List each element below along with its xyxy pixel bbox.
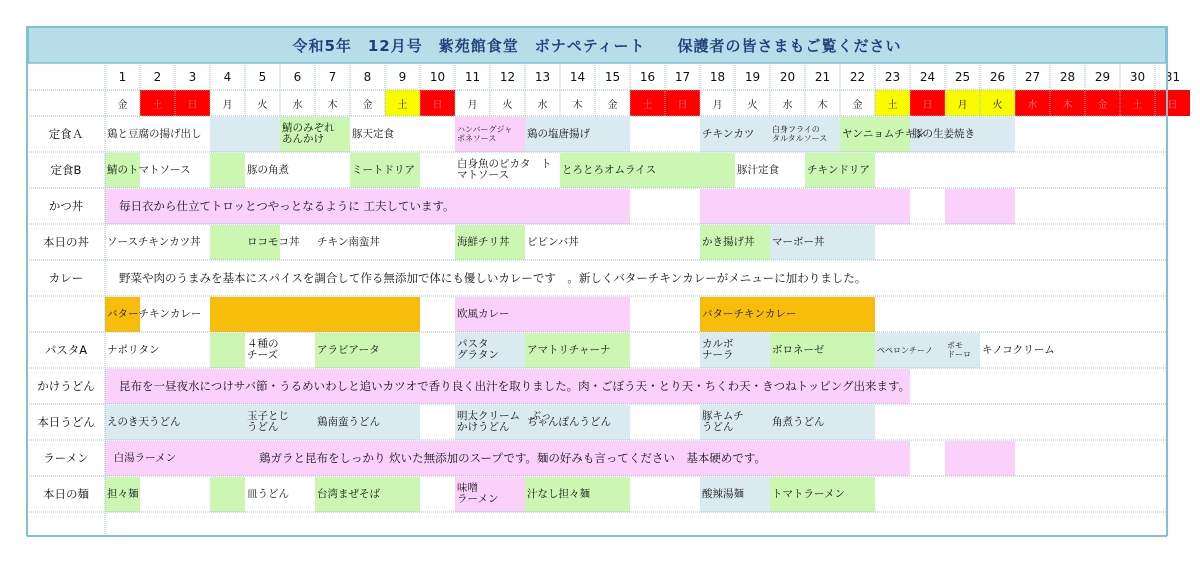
weekday-cell: 土 xyxy=(385,90,420,116)
weekday-cell: 土 xyxy=(630,90,665,116)
menu-item: 豚汁定食 xyxy=(737,163,779,176)
day-number: 13 xyxy=(534,69,551,84)
row-label: 定食Ａ xyxy=(48,127,84,141)
menu-item: 白湯ラーメン xyxy=(107,451,177,464)
menu-item: ハンバーグジャ ポネソース xyxy=(457,125,513,143)
menu-item: バターチキンカレー xyxy=(107,307,202,320)
menu-item: 台湾まぜそば xyxy=(317,487,380,500)
weekday-cell: 月 xyxy=(222,99,233,111)
weekday-cell: 日 xyxy=(665,90,700,116)
day-number: 23 xyxy=(884,69,901,84)
row-note: 毎日衣から仕立てトロッとつやっとなるように 工夫しています。 xyxy=(119,199,455,213)
weekday-cell: 月 xyxy=(467,99,478,111)
weekday-cell: 金 xyxy=(607,99,618,111)
menu-item: チキン南蛮丼 xyxy=(317,235,380,248)
weekday-cell: 水 xyxy=(537,99,548,111)
menu-item: ミートドリア xyxy=(352,163,415,176)
weekday-cell: 土 xyxy=(875,90,910,116)
menu-item: 鶏南蛮うどん xyxy=(317,415,380,428)
day-number: 2 xyxy=(153,69,162,84)
menu-item: ポモ ドーロ xyxy=(947,341,971,359)
row-label: パスタA xyxy=(44,343,88,357)
menu-item: ちゃんぽんうどん xyxy=(527,415,611,428)
weekday-cell: 金 xyxy=(362,99,373,111)
menu-item: とろとろオムライス xyxy=(562,163,657,176)
day-number: 10 xyxy=(429,69,446,84)
day-number: 24 xyxy=(919,69,936,84)
menu-item: えのき天うどん xyxy=(107,415,181,428)
day-number: 3 xyxy=(188,69,197,84)
menu-item: 鶏と豆腐の揚げ出し xyxy=(107,127,202,140)
weekday-cell: 日 xyxy=(910,90,945,116)
menu-item: 豚の生姜焼き xyxy=(912,127,975,140)
menu-item: 酸辣湯麺 xyxy=(702,487,744,500)
menu-item: カルボ ナーラ xyxy=(702,338,734,361)
weekday-cell: 火 xyxy=(257,99,268,111)
menu-item: 角煮うどん xyxy=(772,415,825,428)
weekday-cell: 木 xyxy=(572,99,583,111)
day-number: 30 xyxy=(1129,69,1146,84)
day-number: 17 xyxy=(674,69,691,84)
day-number: 27 xyxy=(1024,69,1041,84)
menu-item: 汁なし担々麺 xyxy=(527,487,590,500)
row-note: 野菜や肉のうまみを基本にスパイスを調合して作る無添加で体にも優しいカレーです 。新しくバターチキンカレーがメニューに加わりました。 xyxy=(119,271,867,285)
menu-item: 味噌 ラーメン xyxy=(457,482,499,505)
row-label: かけうどん xyxy=(37,379,95,393)
day-number: 6 xyxy=(293,69,302,84)
weekday-cell: 日 xyxy=(420,90,455,116)
menu-item: 鯖のみぞれ あんかけ xyxy=(282,122,335,145)
day-number: 7 xyxy=(328,69,337,84)
weekday-cell: 火 xyxy=(502,99,513,111)
weekday-cell: 水 xyxy=(1015,90,1050,116)
menu-item: ペペロンチーノ xyxy=(877,345,933,355)
day-number: 4 xyxy=(223,69,232,84)
row-label: 本日うどん xyxy=(37,415,95,429)
menu-item: トマトラーメン xyxy=(772,487,845,500)
day-number: 9 xyxy=(398,69,407,84)
day-number: 16 xyxy=(639,69,656,84)
menu-item: 豚の角煮 xyxy=(247,163,289,176)
weekday-cell: 月 xyxy=(945,90,980,116)
day-number: 21 xyxy=(814,69,831,84)
calendar-title: 令和5年 12月号 紫苑館食堂 ボナペティート 保護者の皆さまもご覧ください xyxy=(27,26,1167,63)
day-number: 15 xyxy=(604,69,621,84)
weekday-cell: 金 xyxy=(1085,90,1120,116)
menu-item: ビビンバ丼 xyxy=(527,235,579,248)
menu-item: パスタ グラタン xyxy=(457,338,499,361)
menu-item: ヤンニョムチキン xyxy=(842,127,926,140)
day-number: 29 xyxy=(1094,69,1111,84)
menu-item: 担々麺 xyxy=(107,487,139,500)
row-label: ラーメン xyxy=(43,451,89,465)
weekday-cell: 火 xyxy=(980,90,1015,116)
menu-item: チキンドリア xyxy=(807,163,870,176)
day-number: 20 xyxy=(779,69,796,84)
menu-item: アラビアータ xyxy=(317,343,380,356)
row-note: 昆布を一昼夜水につけサバ節・うるめいわしと追いカツオで香り良く出汁を取りました。肉・ごぼう天・とり天・ちくわ天・きつねトッピング出来ます。 xyxy=(119,379,911,393)
row-label: カレー xyxy=(48,271,84,285)
menu-item: ボロネーゼ xyxy=(772,343,825,356)
row-label: かつ丼 xyxy=(48,199,84,213)
day-number: 18 xyxy=(709,69,726,84)
menu-item: 白身魚のピカタ ト マトソース xyxy=(457,158,552,181)
menu-item: チキンカツ xyxy=(702,127,755,140)
menu-item: 鯖のトマトソース xyxy=(107,163,191,176)
menu-item: 玉子とじ うどん xyxy=(247,410,289,433)
menu-item: ナポリタン xyxy=(107,343,160,356)
weekday-cell: 木 xyxy=(817,99,828,111)
day-number: 28 xyxy=(1059,69,1076,84)
day-number: 11 xyxy=(464,69,481,84)
weekday-cell: 水 xyxy=(292,99,303,111)
menu-item: 豚キムチ うどん xyxy=(702,410,744,433)
weekday-cell: 月 xyxy=(712,99,723,111)
weekday-cell: 日 xyxy=(175,90,210,116)
menu-item: 皿うどん xyxy=(247,487,289,500)
menu-item: 豚天定食 xyxy=(352,127,394,140)
day-number: 19 xyxy=(744,69,761,84)
day-number: 12 xyxy=(499,69,516,84)
menu-item: 海鮮チリ丼 xyxy=(457,235,510,248)
weekday-cell: 金 xyxy=(117,99,128,111)
menu-item: 白身フライの タルタルソース xyxy=(772,125,828,143)
menu-item: 欧風カレー xyxy=(457,307,510,320)
weekday-cell: 木 xyxy=(1050,90,1085,116)
menu-item: かき揚げ丼 xyxy=(702,235,755,248)
menu-item: ４種の チーズ xyxy=(247,338,279,361)
menu-item: 明太クリーム ぶっ かけうどん xyxy=(457,410,552,433)
row-label: 定食B xyxy=(50,163,82,177)
day-number: 14 xyxy=(569,69,586,84)
weekday-cell: 火 xyxy=(747,99,758,111)
menu-item: 鶏の塩唐揚げ xyxy=(527,127,590,140)
weekday-cell: 土 xyxy=(140,90,175,116)
day-number: 8 xyxy=(363,69,372,84)
menu-item: アマトリチャーナ xyxy=(527,343,611,356)
weekday-cell: 金 xyxy=(852,99,863,111)
menu-item: ソースチキンカツ丼 xyxy=(107,235,201,248)
day-number: 1 xyxy=(118,69,127,84)
day-number: 22 xyxy=(849,69,866,84)
weekday-cell: 日 xyxy=(1155,90,1190,116)
menu-item: ロコモコ丼 xyxy=(247,235,300,248)
day-number: 26 xyxy=(989,69,1006,84)
day-number: 5 xyxy=(258,69,267,84)
row-note: 鶏ガラと昆布をしっかり 炊いた無添加のスープです。麺の好みも言ってください 基本硬めです。 xyxy=(259,451,767,465)
weekday-cell: 水 xyxy=(782,99,793,111)
weekday-cell: 土 xyxy=(1120,90,1155,116)
row-label: 本日の丼 xyxy=(43,235,89,249)
menu-item: バターチキンカレー xyxy=(702,307,797,320)
row-label: 本日の麺 xyxy=(43,487,89,501)
menu-item: キノコクリーム xyxy=(982,343,1055,356)
weekday-cell: 木 xyxy=(327,99,338,111)
menu-item: マーボー丼 xyxy=(772,235,825,248)
day-number: 25 xyxy=(954,69,971,84)
day-number: 31 xyxy=(1164,69,1181,84)
